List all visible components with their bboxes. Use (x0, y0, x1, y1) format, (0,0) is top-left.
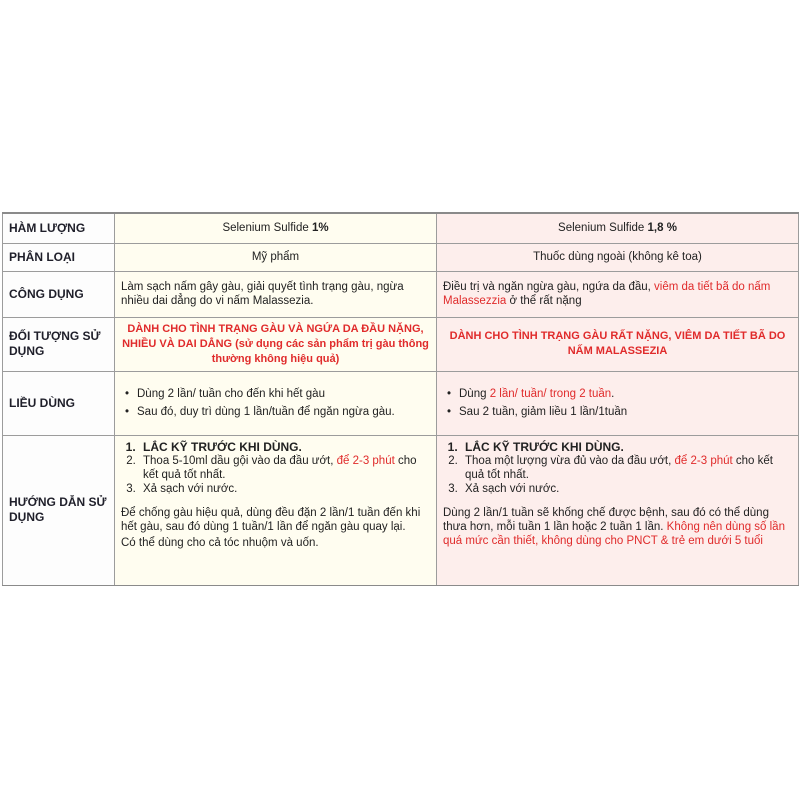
huong-dan-1pct-step: 2. Thoa 5-10ml dầu gội vào da đầu ướt, để 2-3 phút cho kết quả tốt nhất. (139, 454, 430, 482)
ham-luong-1pct-value: 1% (311, 222, 329, 235)
huong-dan-1pct (115, 435, 437, 585)
lieu-dung-1pct-item: • Sau đó, duy trì dùng 1 lần/tuần để ngăn ngừa gàu. (137, 405, 430, 419)
label-lieu-dung: LIỀU DÙNG (3, 371, 115, 435)
huong-dan-1pct-note: Để chống gàu hiệu quả, dùng đều đặn 2 lần/1 tuần đến khi hết gàu, sau đó dùng 1 tuần/1 lần để ngăn gàu quay lại. (121, 506, 421, 533)
comparison-table (2, 212, 799, 586)
huong-dan-18pct-note: Dùng 2 lần/1 tuần sẽ khống chế được bệnh, sau đó có thể dùng thưa hơn, mỗi tuần 1 lần hoặc 2 tuần 1 lần. Không nên dùng số lần quá mức cần thiết, không dùng cho PNCT & trẻ em dưới 5 tuổi (443, 506, 785, 547)
row-huong-dan (3, 435, 799, 585)
doi-tuong-18pct: DÀNH CHO TÌNH TRẠNG GÀU RẤT NẶNG, VIÊM DA TIẾT BÃ DO NẤM MALASSEZIA (437, 317, 799, 371)
cong-dung-highlight: viêm da tiết bã do nấm Malassezzia (443, 281, 771, 307)
ham-luong-18pct-value: 1,8 % (647, 222, 677, 235)
cong-dung-18pct: Điều trị và ngăn ngừa gàu, ngứa da đầu, viêm da tiết bã do nấm Malassezzia ở thể rất nặng (437, 271, 799, 317)
label-huong-dan: HƯỚNG DẪN SỬ DỤNG (3, 435, 115, 585)
lieu-dung-18pct-item: • Sau 2 tuần, giảm liều 1 lần/1tuần (459, 405, 792, 419)
phan-loai-1pct: Mỹ phẩm (115, 243, 437, 271)
row-phan-loai (3, 243, 799, 271)
huong-dan-18pct-step: 2. Thoa một lượng vừa đủ vào da đầu ướt, để 2-3 phút cho kết quả tốt nhất. (461, 454, 792, 482)
row-doi-tuong (3, 317, 799, 371)
huong-dan-18pct-step: 1. LẮC KỸ TRƯỚC KHI DÙNG. (461, 440, 792, 454)
huong-dan-1pct-step: 3. Xả sạch với nước. (139, 482, 430, 496)
huong-dan-18pct (437, 435, 799, 585)
ham-luong-18pct: Selenium Sulfide 1,8 % (437, 213, 799, 243)
label-phan-loai: PHÂN LOẠI (3, 243, 115, 271)
row-lieu-dung (3, 371, 799, 435)
label-ham-luong: HÀM LƯỢNG (3, 213, 115, 243)
huong-dan-18pct-step: 3. Xả sạch với nước. (461, 482, 792, 496)
lieu-dung-1pct (115, 371, 437, 435)
huong-dan-1pct-note: Có thể dùng cho cả tóc nhuộm và uốn. (121, 536, 319, 549)
cong-dung-1pct: Làm sạch nấm gây gàu, giải quyết tình trạng gàu, ngừa nhiều dai dẳng do vi nấm Malassezia. (115, 271, 437, 317)
huong-dan-18pct-warning: Không nên dùng số lần quá mức cần thiết, không dùng cho PNCT & trẻ em dưới 5 tuổi (443, 520, 785, 547)
ham-luong-1pct: Selenium Sulfide 1% (115, 213, 437, 243)
lieu-dung-1pct-item: • Dùng 2 lần/ tuần cho đến khi hết gàu (137, 387, 430, 401)
label-doi-tuong: ĐỐI TƯỢNG SỬ DỤNG (3, 317, 115, 371)
label-cong-dung: CÔNG DỤNG (3, 271, 115, 317)
lieu-dung-18pct-item: • Dùng 2 lần/ tuần/ trong 2 tuần. (459, 387, 792, 401)
huong-dan-1pct-step: 1. LẮC KỸ TRƯỚC KHI DÙNG. (139, 440, 430, 454)
row-cong-dung (3, 271, 799, 317)
doi-tuong-1pct: DÀNH CHO TÌNH TRẠNG GÀU VÀ NGỨA DA ĐẦU NẶNG, NHIỀU VÀ DAI DẲNG (sử dụng các sản phẩm trị gàu thông thường không hiệu quả) (115, 317, 437, 371)
lieu-dung-18pct (437, 371, 799, 435)
row-ham-luong (3, 213, 799, 243)
phan-loai-18pct: Thuốc dùng ngoài (không kê toa) (437, 243, 799, 271)
